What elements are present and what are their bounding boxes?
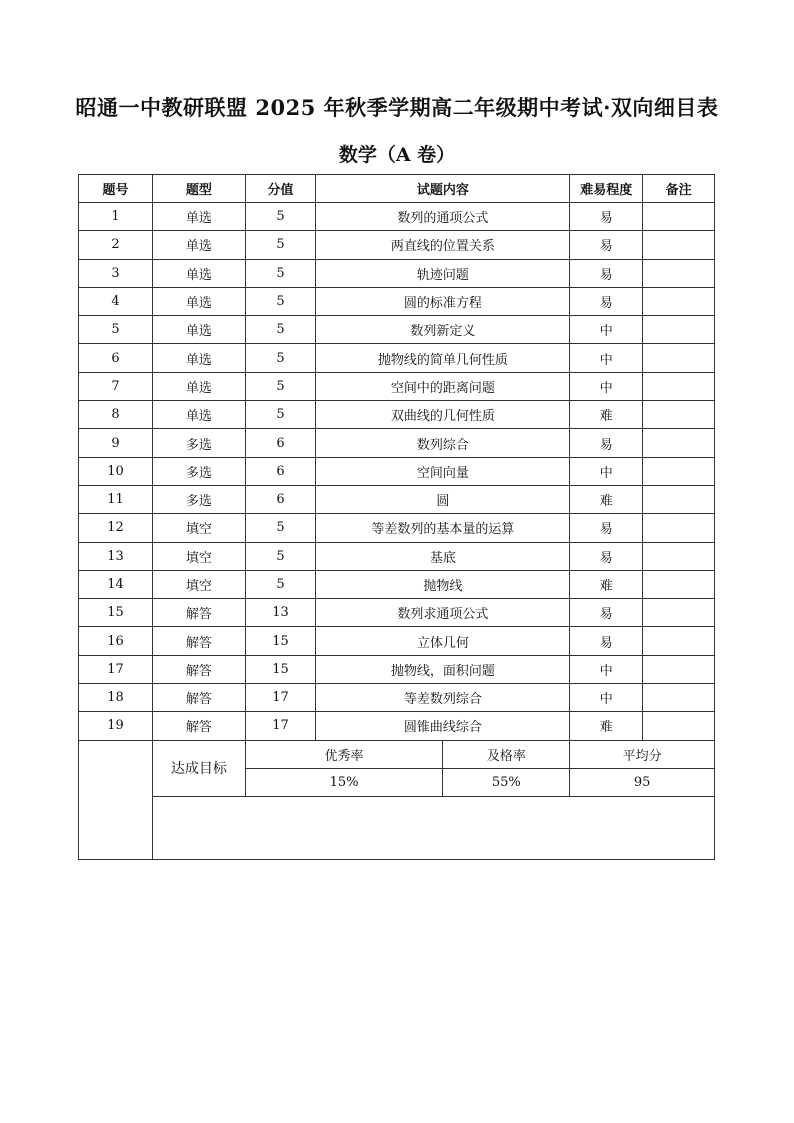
cell-question-no: 2 <box>79 231 153 259</box>
cell-question-type: 单选 <box>152 231 245 259</box>
cell-score: 5 <box>245 542 316 570</box>
cell-content: 抛物线，面积问题 <box>316 655 570 683</box>
footer-pass-value: 55% <box>443 768 570 796</box>
cell-note <box>643 655 715 683</box>
cell-difficulty: 易 <box>570 514 643 542</box>
cell-question-no: 14 <box>79 570 153 598</box>
cell-question-no: 10 <box>79 457 153 485</box>
cell-question-no: 9 <box>79 429 153 457</box>
cell-difficulty: 难 <box>570 485 643 513</box>
cell-question-no: 3 <box>79 259 153 287</box>
document-title: 昭通一中教研联盟 2025 年秋季学期高二年级期中考试·双向细目表 <box>75 95 719 120</box>
cell-question-type: 填空 <box>152 570 245 598</box>
cell-score: 5 <box>245 203 316 231</box>
cell-content: 双曲线的几何性质 <box>316 401 570 429</box>
cell-score: 5 <box>245 570 316 598</box>
table-row <box>79 401 715 429</box>
cell-question-type: 单选 <box>152 401 245 429</box>
cell-note <box>643 485 715 513</box>
cell-content: 抛物线的简单几何性质 <box>316 344 570 372</box>
table-row <box>79 287 715 315</box>
cell-question-type: 解答 <box>152 684 245 712</box>
cell-difficulty: 易 <box>570 287 643 315</box>
table-row <box>79 627 715 655</box>
header-no: 题号 <box>79 175 153 203</box>
cell-note <box>643 514 715 542</box>
cell-difficulty: 易 <box>570 627 643 655</box>
footer-target-label: 达成目标 <box>152 740 245 796</box>
cell-difficulty: 难 <box>570 712 643 740</box>
cell-difficulty: 中 <box>570 372 643 400</box>
footer-excellent-value: 15% <box>245 768 443 796</box>
table-row <box>79 485 715 513</box>
cell-score: 5 <box>245 316 316 344</box>
cell-content: 空间向量 <box>316 457 570 485</box>
cell-note <box>643 542 715 570</box>
cell-content: 基底 <box>316 542 570 570</box>
cell-question-type: 多选 <box>152 429 245 457</box>
table-row <box>79 599 715 627</box>
cell-content: 圆 <box>316 485 570 513</box>
cell-question-type: 单选 <box>152 372 245 400</box>
cell-difficulty: 中 <box>570 344 643 372</box>
cell-score: 5 <box>245 401 316 429</box>
table-row <box>79 203 715 231</box>
cell-question-type: 解答 <box>152 627 245 655</box>
cell-note <box>643 570 715 598</box>
cell-note <box>643 457 715 485</box>
cell-question-no: 16 <box>79 627 153 655</box>
cell-note <box>643 316 715 344</box>
cell-content: 等差数列的基本量的运算 <box>316 514 570 542</box>
cell-question-type: 解答 <box>152 599 245 627</box>
spec-table <box>78 174 715 860</box>
cell-difficulty: 易 <box>570 203 643 231</box>
cell-score: 15 <box>245 627 316 655</box>
footer-empty-cell <box>152 796 714 859</box>
cell-content: 轨迹问题 <box>316 259 570 287</box>
cell-score: 5 <box>245 231 316 259</box>
cell-content: 圆的标准方程 <box>316 287 570 315</box>
cell-note <box>643 401 715 429</box>
cell-question-type: 多选 <box>152 485 245 513</box>
cell-note <box>643 203 715 231</box>
cell-difficulty: 难 <box>570 401 643 429</box>
footer-blank-cell <box>79 740 153 859</box>
cell-note <box>643 684 715 712</box>
table-row <box>79 259 715 287</box>
cell-note <box>643 712 715 740</box>
cell-question-type: 单选 <box>152 203 245 231</box>
header-difficulty: 难易程度 <box>570 175 643 203</box>
cell-question-no: 19 <box>79 712 153 740</box>
footer-pass-label: 及格率 <box>443 740 570 768</box>
table-row <box>79 514 715 542</box>
cell-note <box>643 429 715 457</box>
cell-difficulty: 中 <box>570 316 643 344</box>
cell-question-no: 13 <box>79 542 153 570</box>
cell-content: 数列新定义 <box>316 316 570 344</box>
cell-question-type: 填空 <box>152 542 245 570</box>
cell-score: 6 <box>245 429 316 457</box>
cell-difficulty: 中 <box>570 655 643 683</box>
cell-difficulty: 易 <box>570 429 643 457</box>
cell-difficulty: 难 <box>570 570 643 598</box>
cell-difficulty: 中 <box>570 457 643 485</box>
cell-note <box>643 372 715 400</box>
header-content: 试题内容 <box>316 175 570 203</box>
cell-content: 立体几何 <box>316 627 570 655</box>
cell-difficulty: 易 <box>570 231 643 259</box>
cell-note <box>643 231 715 259</box>
cell-question-no: 18 <box>79 684 153 712</box>
cell-question-no: 1 <box>79 203 153 231</box>
cell-content: 数列求通项公式 <box>316 599 570 627</box>
footer-header-row <box>79 740 715 768</box>
header-score: 分值 <box>245 175 316 203</box>
cell-score: 5 <box>245 287 316 315</box>
cell-question-type: 单选 <box>152 344 245 372</box>
cell-question-no: 8 <box>79 401 153 429</box>
cell-score: 5 <box>245 514 316 542</box>
cell-content: 空间中的距离问题 <box>316 372 570 400</box>
cell-question-no: 11 <box>79 485 153 513</box>
table-row <box>79 655 715 683</box>
cell-question-type: 单选 <box>152 287 245 315</box>
table-row <box>79 231 715 259</box>
cell-question-type: 解答 <box>152 712 245 740</box>
table-row <box>79 429 715 457</box>
cell-note <box>643 259 715 287</box>
cell-content: 等差数列综合 <box>316 684 570 712</box>
table-row <box>79 344 715 372</box>
cell-question-no: 12 <box>79 514 153 542</box>
cell-content: 数列综合 <box>316 429 570 457</box>
cell-difficulty: 易 <box>570 599 643 627</box>
table-row <box>79 542 715 570</box>
cell-note <box>643 344 715 372</box>
cell-score: 6 <box>245 485 316 513</box>
header-note: 备注 <box>643 175 715 203</box>
cell-score: 13 <box>245 599 316 627</box>
cell-content: 圆锥曲线综合 <box>316 712 570 740</box>
cell-question-no: 4 <box>79 287 153 315</box>
document-subtitle: 数学（A 卷） <box>338 144 456 166</box>
cell-content: 抛物线 <box>316 570 570 598</box>
footer-average-label: 平均分 <box>570 740 715 768</box>
footer-average-value: 95 <box>570 768 715 796</box>
cell-difficulty: 中 <box>570 684 643 712</box>
table-row <box>79 372 715 400</box>
cell-content: 数列的通项公式 <box>316 203 570 231</box>
cell-difficulty: 易 <box>570 542 643 570</box>
cell-score: 6 <box>245 457 316 485</box>
cell-question-type: 单选 <box>152 259 245 287</box>
table-row <box>79 316 715 344</box>
table-row <box>79 570 715 598</box>
cell-question-no: 7 <box>79 372 153 400</box>
footer-empty-row <box>79 796 715 859</box>
cell-score: 17 <box>245 712 316 740</box>
table-row <box>79 457 715 485</box>
cell-difficulty: 易 <box>570 259 643 287</box>
cell-note <box>643 287 715 315</box>
cell-note <box>643 627 715 655</box>
cell-score: 5 <box>245 259 316 287</box>
cell-question-no: 15 <box>79 599 153 627</box>
cell-note <box>643 599 715 627</box>
cell-content: 两直线的位置关系 <box>316 231 570 259</box>
table-row <box>79 712 715 740</box>
cell-question-type: 解答 <box>152 655 245 683</box>
cell-question-no: 6 <box>79 344 153 372</box>
header-type: 题型 <box>152 175 245 203</box>
cell-question-type: 多选 <box>152 457 245 485</box>
cell-score: 5 <box>245 372 316 400</box>
table-header-row <box>79 175 715 203</box>
cell-question-no: 17 <box>79 655 153 683</box>
cell-score: 17 <box>245 684 316 712</box>
table-row <box>79 684 715 712</box>
cell-question-no: 5 <box>79 316 153 344</box>
cell-question-type: 单选 <box>152 316 245 344</box>
cell-score: 15 <box>245 655 316 683</box>
cell-question-type: 填空 <box>152 514 245 542</box>
footer-excellent-label: 优秀率 <box>245 740 443 768</box>
cell-score: 5 <box>245 344 316 372</box>
